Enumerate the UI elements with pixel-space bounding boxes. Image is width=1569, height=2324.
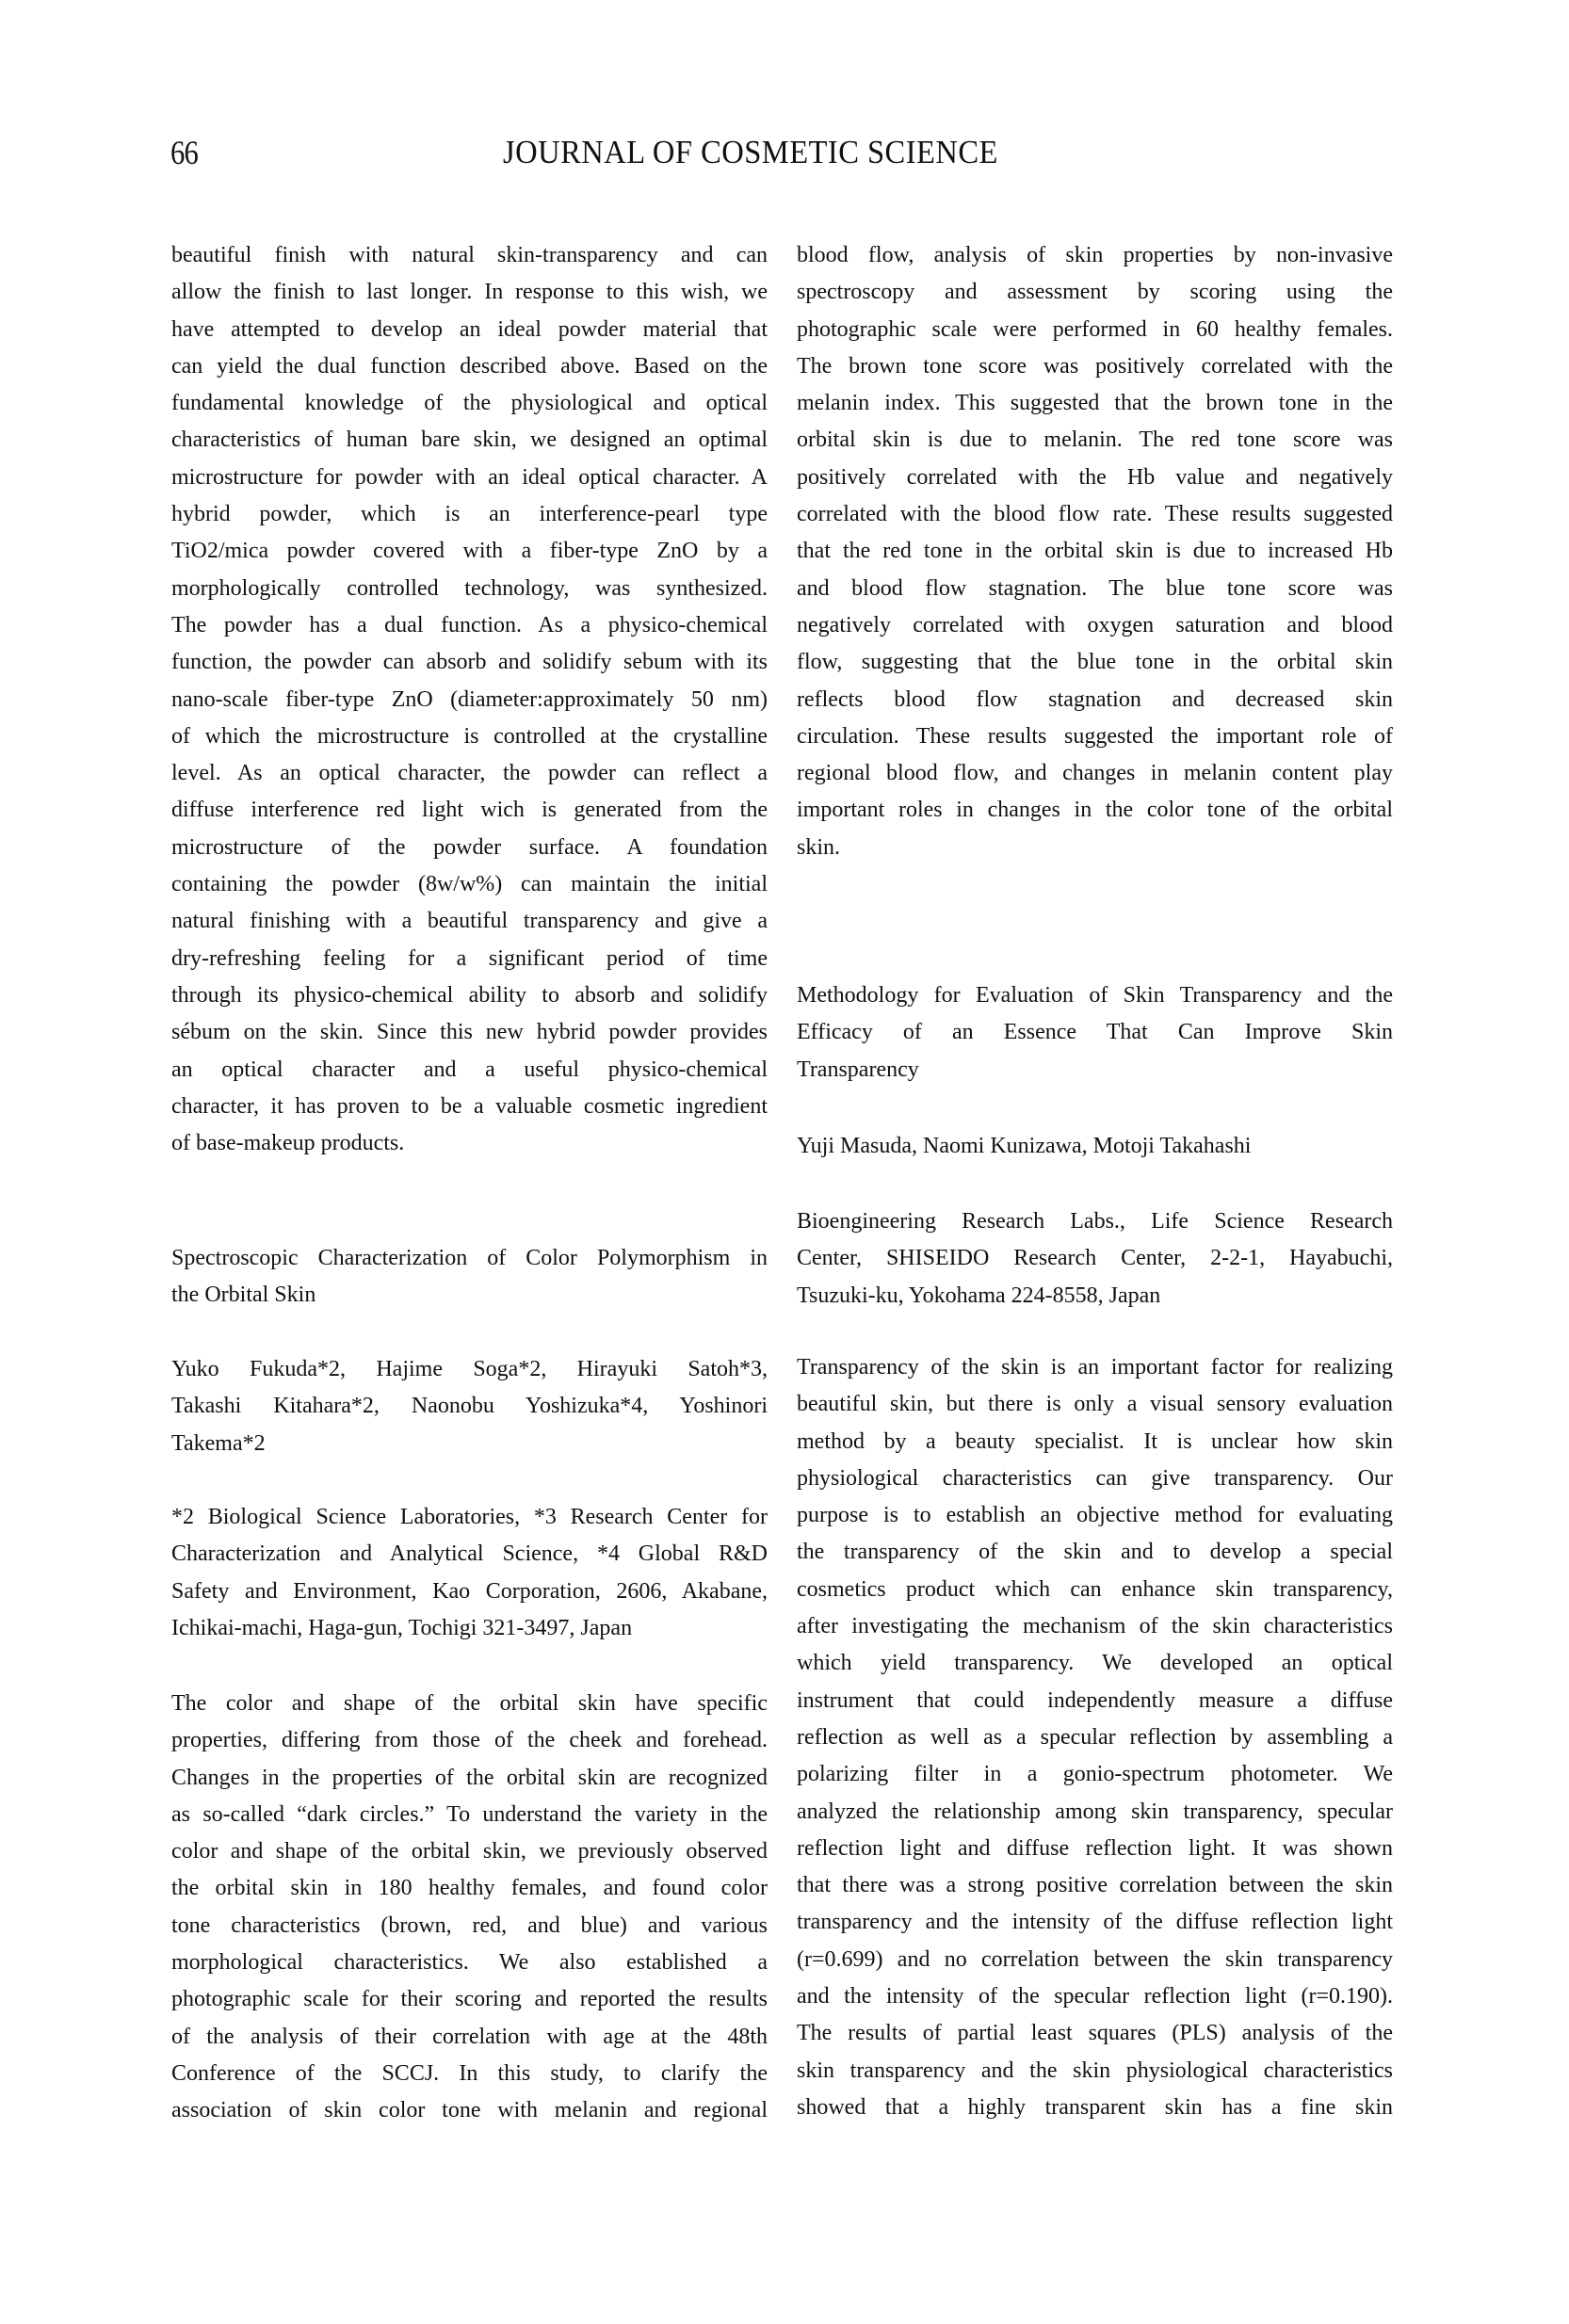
text-line: nano-scale fiber-type ZnO (diameter:approximately 50 nm) <box>171 686 768 712</box>
text-line: through its physico-chemical ability to absorb and solidify <box>171 982 768 1008</box>
article-affiliation-color-polymorphism <box>171 1499 768 1647</box>
text-line: circulation. These results suggested the important role of <box>797 723 1393 749</box>
text-line: of which the microstructure is controlled at the crystalline <box>171 723 768 749</box>
text-line: allow the finish to last longer. In response to this wish, we <box>171 280 768 305</box>
page-number: 66 <box>170 134 198 171</box>
text-line: that there was a strong positive correlation between the skin <box>797 1873 1393 1898</box>
text-line: Takashi Kitahara*2, Naonobu Yoshizuka*4, Yoshinori <box>171 1394 768 1419</box>
article-abstract-color-polymorphism <box>171 1686 768 2130</box>
text-line: Transparency of the skin is an important factor for realizing <box>797 1355 1393 1380</box>
text-line: beautiful skin, but there is only a visual sensory evaluation <box>797 1392 1393 1417</box>
article-title-skin-transparency <box>797 977 1393 1089</box>
text-line: blood flow, analysis of skin properties by non-invasive <box>797 243 1393 267</box>
text-line: transparency and the intensity of the diffuse reflection light <box>797 1910 1393 1935</box>
text-line: the orbital skin in 180 healthy females, and found color <box>171 1876 768 1901</box>
text-line: diffuse interference red light wich is generated from the <box>171 798 768 823</box>
text-line: which yield transparency. We developed an optical <box>797 1651 1393 1676</box>
text-line: Efficacy of an Essence That Can Improve Skin <box>797 1020 1393 1045</box>
text-line: properties, differing from those of the cheek and forehead. <box>171 1728 768 1753</box>
text-line: and the intensity of the specular reflection light (r=0.190). <box>797 1984 1393 2009</box>
text-line: polarizing filter in a gonio-spectrum photometer. We <box>797 1762 1393 1787</box>
text-line: fundamental knowledge of the physiological and optical <box>171 391 768 416</box>
text-line: TiO2/mica powder covered with a fiber-type ZnO by a <box>171 539 768 564</box>
text-line: Methodology for Evaluation of Skin Transparency and the <box>797 983 1393 1008</box>
text-line: beautiful finish with natural skin-transparency and can <box>171 243 768 267</box>
text-line: sébum on the skin. Since this new hybrid powder provides <box>171 1020 768 1045</box>
article-affiliation-skin-transparency <box>797 1203 1393 1315</box>
text-line: an optical character and a useful physico-chemical <box>171 1057 768 1082</box>
text-line: orbital skin is due to melanin. The red tone score was <box>797 428 1393 453</box>
text-line: Transparency <box>797 1057 919 1082</box>
text-line: can yield the dual function described above. Based on the <box>171 353 768 379</box>
article-authors-skin-transparency <box>797 1128 1393 1165</box>
text-line: Changes in the properties of the orbital skin are recognized <box>171 1765 768 1790</box>
text-line: Bioengineering Research Labs., Life Science Research <box>797 1209 1393 1234</box>
text-line: natural finishing with a beautiful transparency and give a <box>171 909 768 934</box>
text-line: after investigating the mechanism of the skin characteristics <box>797 1614 1393 1639</box>
text-line: have attempted to develop an ideal powder material that <box>171 316 768 342</box>
text-line: morphological characteristics. We also established a <box>171 1950 768 1976</box>
text-line: character, it has proven to be a valuable cosmetic ingredient <box>171 1093 768 1119</box>
text-line: Yuko Fukuda*2, Hajime Soga*2, Hirayuki Satoh*3, <box>171 1357 768 1381</box>
text-line: melanin index. This suggested that the brown tone in the <box>797 391 1393 416</box>
journal-title: JOURNAL OF COSMETIC SCIENCE <box>503 134 998 170</box>
text-line: Spectroscopic Characterization of Color Polymorphism in <box>171 1246 768 1270</box>
text-line: flow, suggesting that the blue tone in the orbital skin <box>797 650 1393 675</box>
text-line: Safety and Environment, Kao Corporation, 2606, Akabane, <box>171 1578 768 1604</box>
text-line: as so-called “dark circles.” To understand the variety in the <box>171 1801 768 1827</box>
text-line: The brown tone score was positively correlated with the <box>797 353 1393 379</box>
text-line: skin. <box>797 834 841 860</box>
text-line: (r=0.699) and no correlation between the skin transparency <box>797 1946 1393 1972</box>
text-line: dry-refreshing feeling for a significant period of time <box>171 945 768 971</box>
text-line: *2 Biological Science Laboratories, *3 Research Center for <box>171 1505 768 1529</box>
text-line: Ichikai-machi, Haga-gun, Tochigi 321-3497, Japan <box>171 1615 633 1640</box>
text-line: purpose is to establish an objective method for evaluating <box>797 1503 1393 1528</box>
text-line: microstructure of the powder surface. A foundation <box>171 834 768 860</box>
text-line: Yuji Masuda, Naomi Kunizawa, Motoji Takahashi <box>797 1134 1252 1158</box>
text-line: reflects blood flow stagnation and decreased skin <box>797 686 1393 712</box>
text-line: Takema*2 <box>171 1430 266 1456</box>
text-line: The color and shape of the orbital skin have specific <box>171 1691 768 1716</box>
text-line: of base-makeup products. <box>171 1131 405 1156</box>
text-line: skin transparency and the skin physiological characteristics <box>797 2058 1393 2083</box>
text-line: correlated with the blood flow rate. These results suggested <box>797 502 1393 527</box>
text-line: reflection light and diffuse reflection light. It was shown <box>797 1835 1393 1861</box>
text-line: The powder has a dual function. As a physico-chemical <box>171 612 768 637</box>
text-line: and blood flow stagnation. The blue tone score was <box>797 575 1393 601</box>
text-line: positively correlated with the Hb value and negatively <box>797 464 1393 490</box>
text-line: characteristics of human bare skin, we designed an optimal <box>171 428 768 453</box>
text-line: physiological characteristics can give transparency. Our <box>797 1465 1393 1491</box>
text-line: instrument that could independently measure a diffuse <box>797 1687 1393 1713</box>
text-line: Characterization and Analytical Science, *4 Global R&D <box>171 1541 768 1567</box>
text-line: hybrid powder, which is an interference-pearl type <box>171 502 768 527</box>
text-line: Tsuzuki-ku, Yokohama 224-8558, Japan <box>797 1283 1161 1308</box>
text-line: Conference of the SCCJ. In this study, to clarify the <box>171 2060 768 2086</box>
text-line: function, the powder can absorb and solidify sebum with its <box>171 650 768 675</box>
text-line: regional blood flow, and changes in melanin content play <box>797 761 1393 786</box>
text-line: level. As an optical character, the powder can reflect a <box>171 761 768 786</box>
text-line: color and shape of the orbital skin, we previously observed <box>171 1839 768 1864</box>
text-line: negatively correlated with oxygen saturation and blood <box>797 612 1393 637</box>
text-line: that the red tone in the orbital skin is due to increased Hb <box>797 539 1393 564</box>
text-line: tone characteristics (brown, red, and blue) and various <box>171 1912 768 1938</box>
text-line: showed that a highly transparent skin has a fine skin <box>797 2094 1393 2120</box>
text-line: cosmetics product which can enhance skin transparency, <box>797 1576 1393 1602</box>
article-title-color-polymorphism <box>171 1240 768 1315</box>
article-abstract-skin-transparency <box>797 1349 1393 2126</box>
left-continued-abstract <box>171 237 768 1162</box>
text-line: the Orbital Skin <box>171 1283 316 1308</box>
text-line: reflection as well as a specular reflection by assembling a <box>797 1724 1393 1750</box>
text-line: the transparency of the skin and to develop a special <box>797 1540 1393 1565</box>
text-line: spectroscopy and assessment by scoring using the <box>797 280 1393 305</box>
text-line: photographic scale for their scoring and reported the results <box>171 1987 768 2012</box>
text-line: of the analysis of their correlation with age at the 48th <box>171 2024 768 2049</box>
text-line: important roles in changes in the color tone of the orbital <box>797 798 1393 823</box>
text-line: association of skin color tone with melanin and regional <box>171 2098 768 2123</box>
text-line: photographic scale were performed in 60 healthy females. <box>797 316 1393 342</box>
text-line: Center, SHISEIDO Research Center, 2-2-1, Hayabuchi, <box>797 1246 1393 1271</box>
right-continued-abstract <box>797 237 1393 866</box>
text-line: containing the powder (8w/w%) can maintain the initial <box>171 872 768 897</box>
text-line: analyzed the relationship among skin transparency, specular <box>797 1799 1393 1824</box>
text-line: morphologically controlled technology, was synthesized. <box>171 575 768 601</box>
text-line: microstructure for powder with an ideal optical character. A <box>171 464 768 490</box>
article-authors-color-polymorphism <box>171 1351 768 1462</box>
text-line: method by a beauty specialist. It is unclear how skin <box>797 1428 1393 1454</box>
text-line: The results of partial least squares (PLS) analysis of the <box>797 2021 1393 2046</box>
